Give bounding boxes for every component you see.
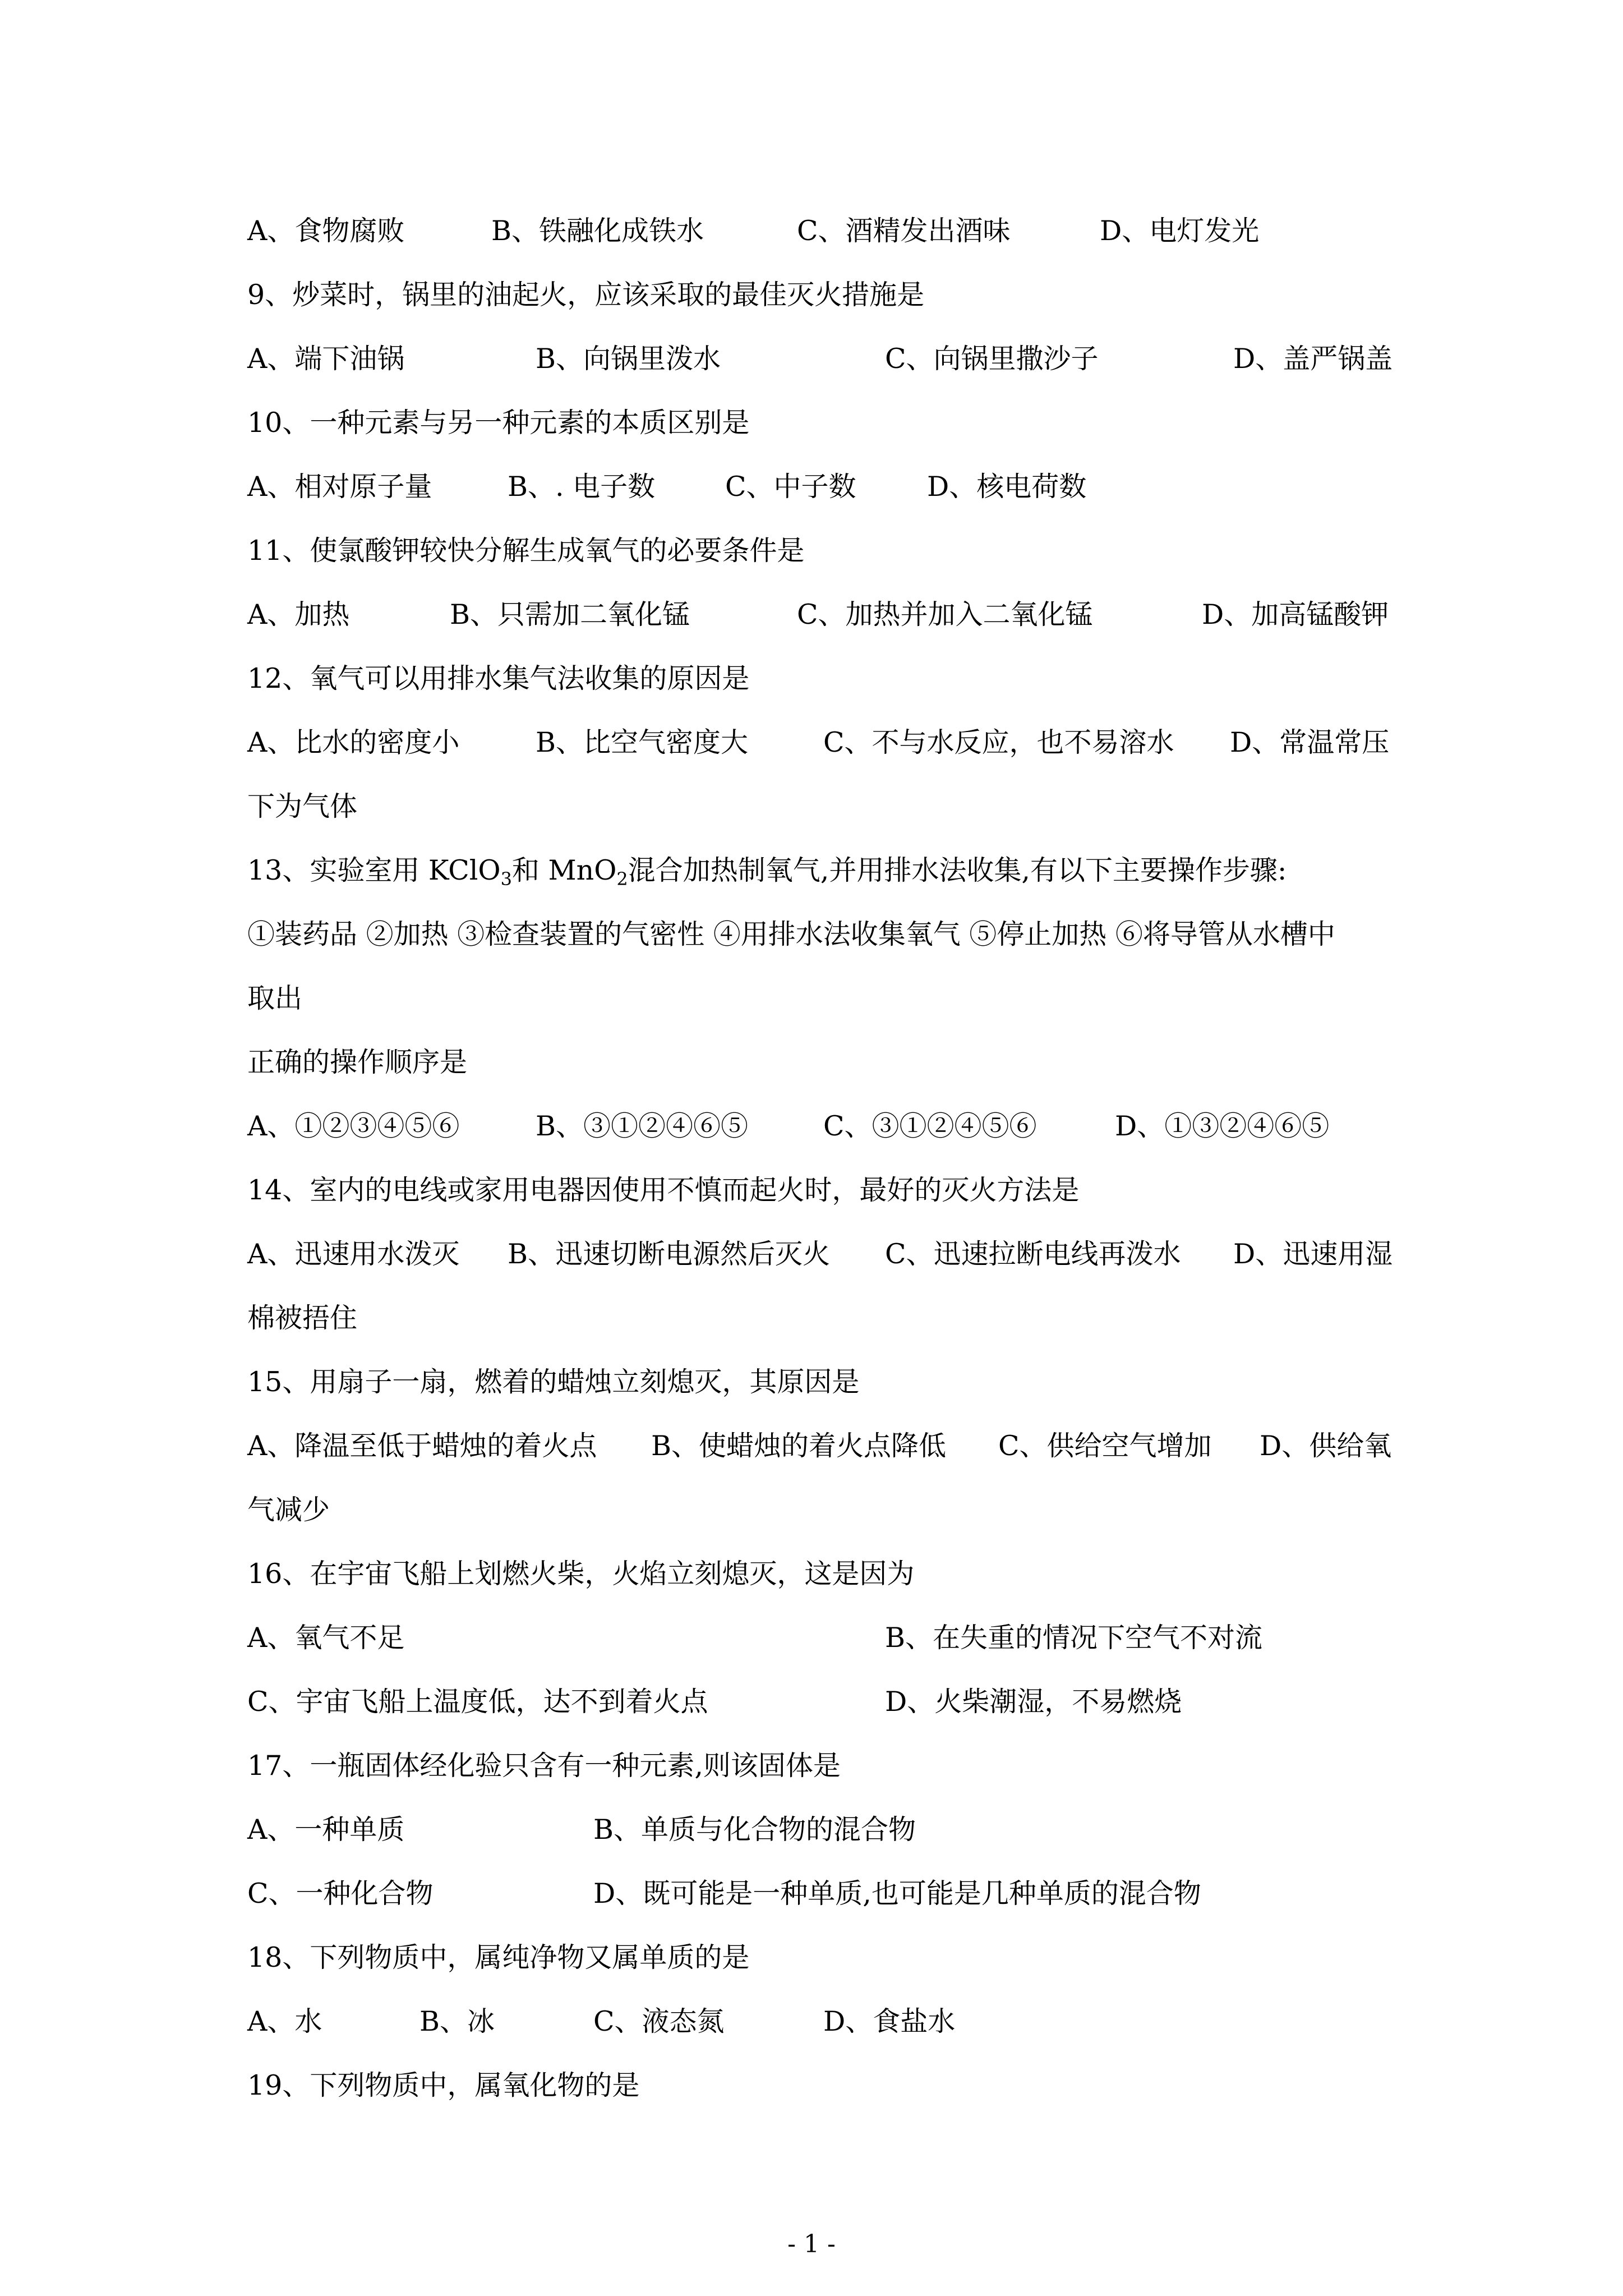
- q13-text: [247, 854, 1287, 890]
- q19-text: 19、下列物质中，属氧化物的是: [247, 2069, 640, 2101]
- q16-option-c: C、宇宙飞船上温度低，达不到着火点: [247, 1686, 708, 1718]
- q16-option-b: B、在失重的情况下空气不对流: [885, 1622, 1263, 1654]
- q10-option-c: C、中子数: [725, 471, 856, 503]
- q16-text: 16、在宇宙飞船上划燃火柴，火焰立刻熄灭，这是因为: [247, 1558, 915, 1590]
- q8-option-d: D、电灯发光: [1100, 215, 1260, 247]
- q16-option-a: A、氧气不足: [247, 1622, 405, 1654]
- q11-text: 11、使氯酸钾较快分解生成氧气的必要条件是: [247, 535, 805, 567]
- q10-option-b: B、. 电子数: [508, 471, 656, 503]
- q11-option-b: B、只需加二氧化锰: [450, 599, 690, 631]
- q17-option-d: D、既可能是一种单质,也可能是几种单质的混合物: [593, 1878, 1201, 1910]
- q13-option-a: A、①②③④⑤⑥: [247, 1110, 460, 1142]
- q18-option-d: D、食盐水: [823, 2005, 956, 2037]
- q10-option-a: A、相对原子量: [247, 471, 432, 503]
- q15-option-b: B、使蜡烛的着火点降低: [651, 1430, 947, 1462]
- q18-text: 18、下列物质中，属纯净物又属单质的是: [247, 1941, 750, 1973]
- q13-steps-line1: ①装药品 ②加热 ③检查装置的气密性 ④用排水法收集氧气 ⑤停止加热 ⑥将导管从水槽中: [247, 918, 1335, 950]
- q10-text: 10、一种元素与另一种元素的本质区别是: [247, 407, 750, 439]
- q12-option-d: D、常温常压: [1230, 726, 1390, 758]
- q16-option-d: D、火柴潮湿，不易燃烧: [885, 1686, 1182, 1718]
- q12-option-c: C、不与水反应，也不易溶水: [823, 726, 1174, 758]
- q13-text-part-1: 13、实验室用 KClO: [247, 854, 501, 886]
- q12-text: 12、氧气可以用排水集气法收集的原因是: [247, 662, 750, 694]
- q14-option-b: B、迅速切断电源然后灭火: [508, 1238, 831, 1270]
- q12-option-b: B、比空气密度大: [536, 726, 749, 758]
- q13-option-d: D、①③②④⑥⑤: [1115, 1110, 1330, 1142]
- q17-option-c: C、一种化合物: [247, 1878, 434, 1910]
- q11-option-c: C、加热并加入二氧化锰: [797, 599, 1093, 631]
- q13-sub-3: 3: [500, 868, 512, 890]
- q11-option-d: D、加高锰酸钾: [1202, 599, 1389, 631]
- q8-option-c: C、酒精发出酒味: [797, 215, 1011, 247]
- q17-option-a: A、一种单质: [247, 1814, 405, 1846]
- q10-option-d: D、核电荷数: [927, 471, 1087, 503]
- q14-option-d: D、迅速用湿: [1233, 1238, 1393, 1270]
- q15-option-c: C、供给空气增加: [998, 1430, 1212, 1462]
- q18-option-b: B、冰: [419, 2005, 495, 2037]
- q18-option-a: A、水: [247, 2005, 322, 2037]
- q17-text: 17、一瓶固体经化验只含有一种元素,则该固体是: [247, 1750, 841, 1782]
- q12-continuation: 下为气体: [247, 790, 358, 822]
- q9-option-b: B、向锅里泼水: [536, 343, 721, 375]
- q9-option-c: C、向锅里撒沙子: [885, 343, 1099, 375]
- q14-option-c: C、迅速拉断电线再泼水: [885, 1238, 1181, 1270]
- q14-option-a: A、迅速用水泼灭: [247, 1238, 460, 1270]
- q9-option-a: A、端下油锅: [247, 343, 405, 375]
- q15-text: 15、用扇子一扇，燃着的蜡烛立刻熄灭，其原因是: [247, 1366, 860, 1398]
- q13-steps-line2: 取出: [247, 982, 303, 1014]
- q11-option-a: A、加热: [247, 599, 350, 631]
- q18-option-c: C、液态氮: [593, 2005, 725, 2037]
- q13-text-part-3: 混合加热制氧气,并用排水法收集,有以下主要操作步骤:: [628, 854, 1287, 886]
- q9-text: 9、炒菜时，锅里的油起火，应该采取的最佳灭火措施是: [247, 279, 925, 311]
- q13-text-part-2: 和 MnO: [511, 854, 617, 886]
- q14-text: 14、室内的电线或家用电器因使用不慎而起火时，最好的灭火方法是: [247, 1174, 1080, 1206]
- q12-option-a: A、比水的密度小: [247, 726, 460, 758]
- q9-option-d: D、盖严锅盖: [1233, 343, 1393, 375]
- q13-option-b: B、③①②④⑥⑤: [536, 1110, 749, 1142]
- q13-option-c: C、③①②④⑤⑥: [823, 1110, 1037, 1142]
- q15-option-a: A、降温至低于蜡烛的着火点: [247, 1430, 597, 1462]
- q8-option-a: A、食物腐败: [247, 215, 405, 247]
- q8-option-b: B、铁融化成铁水: [491, 215, 704, 247]
- q17-option-b: B、单质与化合物的混合物: [593, 1814, 916, 1846]
- q14-continuation: 棉被捂住: [247, 1302, 358, 1334]
- q15-option-d: D、供给氧: [1260, 1430, 1392, 1462]
- q13-sub-2: 2: [616, 868, 628, 890]
- page-number: - 1 -: [787, 2230, 836, 2258]
- q15-continuation: 气减少: [247, 1494, 330, 1526]
- q13-prompt: 正确的操作顺序是: [247, 1046, 468, 1078]
